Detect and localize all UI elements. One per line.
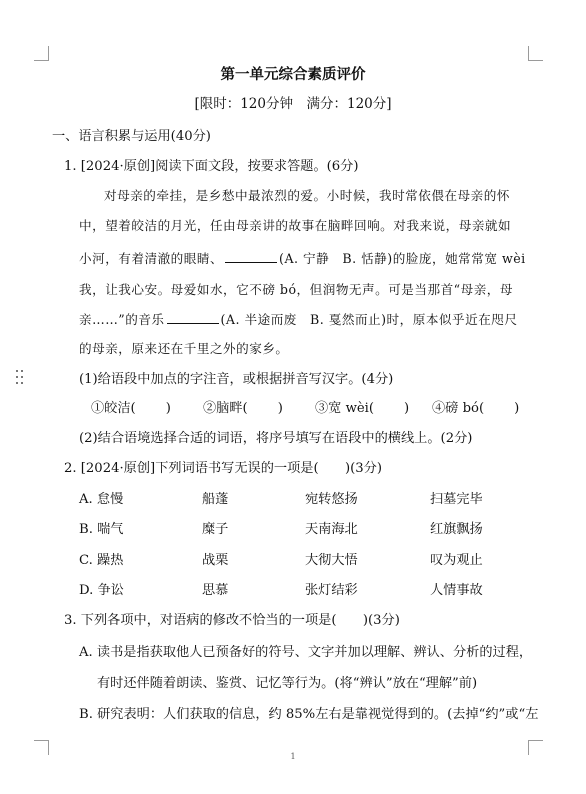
- passage-text: 小河，有着清澈的眼睛、: [79, 251, 224, 266]
- option-word: 扫墓完毕: [430, 492, 483, 507]
- passage-line: 对母亲的牵挂，是乡愁中最浓烈的爱。小时候，我时常依偎在母亲的怀: [104, 188, 510, 203]
- passage-text: 亲……”的音乐: [79, 312, 165, 327]
- question-stem: 1. [2024·原创]阅读下面文段，按要求答题。(6分): [64, 159, 359, 174]
- option-word: 人情事故: [430, 583, 483, 598]
- passage-line: 中，望着皎洁的月光，任由母亲讲的故事在脑畔回响。对我来说，母亲就如: [79, 218, 512, 233]
- question-stem: 3. 下列各项中，对语病的修改不恰当的一项是( )(3分): [64, 613, 400, 628]
- margin-corner-mark: [528, 46, 543, 61]
- option-word: B. 喘气: [79, 522, 124, 537]
- option-word: 船蓬: [202, 492, 229, 507]
- time-score-info: [限时：120分钟 满分：120分]: [194, 96, 392, 112]
- passage-line: [79, 311, 518, 329]
- option-word: 思慕: [202, 583, 229, 598]
- drag-handle-icon[interactable]: [16, 370, 24, 386]
- option-word: 叹为观止: [430, 553, 483, 568]
- passage-text: (A. 宁静 B. 恬静)的脸庞，她常常宽 wèi: [279, 251, 526, 266]
- question-stem: 2. [2024·原创]下列词语书写无误的一项是( )(3分): [64, 461, 382, 476]
- answer-item: ④磅 bó( ): [432, 401, 520, 416]
- option-word: 红旗飘扬: [430, 522, 483, 537]
- option-text: 有时还伴随着朗读、鉴赏、记忆等行为。(将“辨认”放在“理解”前): [97, 676, 478, 691]
- option-word: 大彻大悟: [305, 553, 358, 568]
- section-heading: 一、语言积累与运用(40分): [52, 129, 211, 144]
- option-word: 糜子: [202, 522, 229, 537]
- answer-item: ③宽 wèi( ): [315, 401, 410, 416]
- option-word: 战栗: [202, 553, 229, 568]
- option-text: B. 研究表明：人们获取的信息，约 85%左右是靠视觉得到的。(去掉“约”或“左: [79, 707, 539, 722]
- option-word: 宛转悠扬: [305, 492, 358, 507]
- fill-blank[interactable]: [225, 250, 277, 263]
- answer-item: ①皎洁( ): [91, 401, 171, 416]
- sub-question: (2)结合语境选择合适的词语，将序号填写在语段中的横线上。(2分): [79, 431, 473, 446]
- answer-item: ②脑畔( ): [203, 401, 283, 416]
- passage-line: 我，让我心安。母爱如水，它不磅 bó，但润物无声。可是当那首“母亲，母: [79, 282, 513, 297]
- option-word: 天南海北: [305, 522, 358, 537]
- passage-line: 的母亲，原来还在千里之外的家乡。: [79, 341, 289, 356]
- fill-blank[interactable]: [167, 311, 219, 324]
- passage-line: [79, 250, 526, 268]
- option-word: D. 争讼: [79, 583, 124, 598]
- passage-text: (A. 半途而废 B. 戛然而止)时，原本似乎近在咫尺: [220, 312, 518, 327]
- sub-question: (1)给语段中加点的字注音，或根据拼音写汉字。(4分): [79, 372, 394, 387]
- option-word: A. 怠慢: [79, 492, 124, 507]
- margin-corner-mark: [34, 46, 49, 61]
- option-word: C. 躁热: [79, 553, 124, 568]
- page-number: 1: [290, 752, 296, 761]
- option-text: A. 读书是指获取他人已预备好的符号、文字并加以理解、辨认、分析的过程，: [79, 645, 533, 660]
- option-word: 张灯结彩: [305, 583, 358, 598]
- page-title: 第一单元综合素质评价: [220, 66, 366, 83]
